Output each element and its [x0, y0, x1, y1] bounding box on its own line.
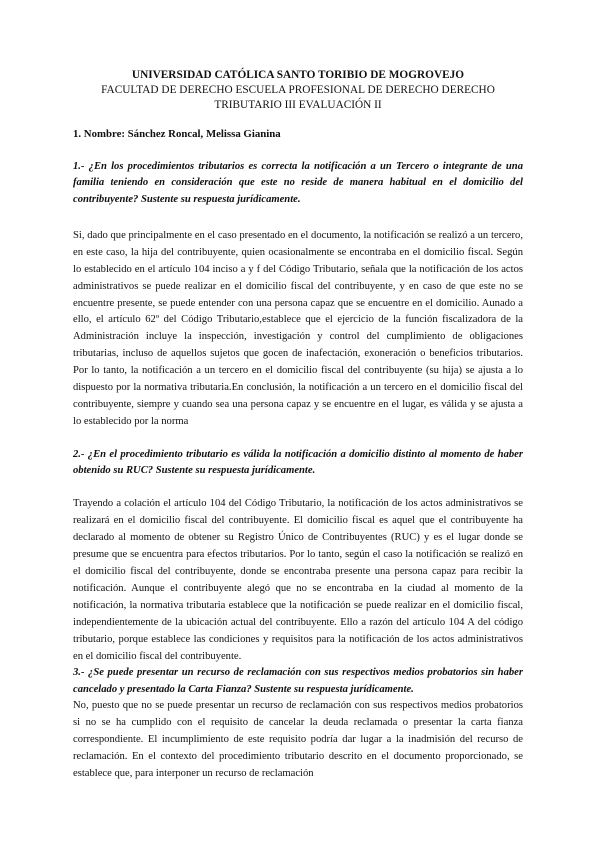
- student-name: 1. Nombre: Sánchez Roncal, Melissa Gianina: [73, 128, 281, 140]
- document-header: [73, 68, 523, 113]
- answer-1: Si, dado que principalmente en el caso presentado en el documento, la notificación se realizó a un tercero, en este caso, la hija del contribuyente, quien ocasionalmente se encontraba en el domicilio fiscal. Según lo establecido en el artículo 104 inciso a y f del Código Tributario, señala que la notificación de los actos administrativos se puede realizar en el domicilio fiscal del contribuyente, y en caso de que este no se encuentre presente, se puede entender con una persona capaz que se encuentre en el domicilio. Aunado a ello, el artículo 62º del Código Tributario,establece que el ejercicio de la función fiscalizadora de la Administración incluye la inspección, investigación y control del cumplimiento de obligaciones tributarias, incluso de aquellos sujetos que gocen de inafectación, exoneración o beneficios tributarios. Por lo tanto, la notificación a un tercero en el domicilio fiscal del contribuyente (su hija) se ajusta a lo dispuesto por la normativa tributaria.En conclusión, la notificación a un tercero en el domicilio fiscal del contribuyente, siempre y cuando sea una persona capaz y se encuentre en el lugar, es válida y se ajusta a lo establecido por la norma: [73, 229, 523, 427]
- faculty-line-2: TRIBUTARIO III EVALUACIÓN II: [214, 99, 382, 111]
- question-2: 2.- ¿En el procedimiento tributario es válida la notificación a domicilio distinto al momento de haber obtenido su RUC? Sustente su respuesta jurídicamente.: [73, 448, 523, 477]
- faculty-line-1: FACULTAD DE DERECHO ESCUELA PROFESIONAL DE DERECHO DERECHO: [101, 84, 495, 96]
- answer-2: Trayendo a colación el artículo 104 del Código Tributario, la notificación de los actos administrativos se realizará en el domicilio fiscal del contribuyente. El domicilio fiscal es aquel que el contribuyente ha declarado al momento de obtener su Registro Único de Contribuyentes (RUC) y es el lugar donde se presume que se encuentra para efectos tributarios. Por lo tanto, según el caso la notificación se realizó en el domicilio fiscal del contribuyente, donde se encontraba presente una persona capaz para recibir la notificación. Aunque el contribuyente alegó que no se encontraba en la ciudad al momento de la notificación, la normativa tributaria establece que la notificación se puede realizar en el domicilio fiscal, independientemente de la ubicación actual del contribuyente. Ello a razón del artículo 104 A del código tributario, porque establece las condiciones y requisitos para la notificación de los actos administrativos en el domicilio fiscal del contribuyente.: [73, 498, 523, 662]
- answer-3: No, puesto que no se puede presentar un recurso de reclamación con sus respectivos medios probatorios si no se ha cumplido con el requisito de cancelar la deuda reclamada o presentar la carta fianza correspondiente. El incumplimiento de este requisito podría dar lugar a la inadmisión del recurso de reclamación. En el contexto del procedimiento tributario descrito en el documento proporcionado, se establece que, para interponer un recurso de reclamación: [73, 700, 523, 779]
- question-1: 1.- ¿En los procedimientos tributarios es correcta la notificación a un Tercero o integrante de una familia teniendo en consideración que este no reside de manera habitual en el domicilio del contribuyente? Sustente su respuesta jurídicamente.: [73, 161, 523, 205]
- university-title: UNIVERSIDAD CATÓLICA SANTO TORIBIO DE MOGROVEJO: [131, 69, 465, 81]
- question-3: 3.- ¿Se puede presentar un recurso de reclamación con sus respectivos medios probatorios sin haber cancelado y presentado la Carta Fianza? Sustente su respuesta jurídicamente.: [73, 667, 523, 695]
